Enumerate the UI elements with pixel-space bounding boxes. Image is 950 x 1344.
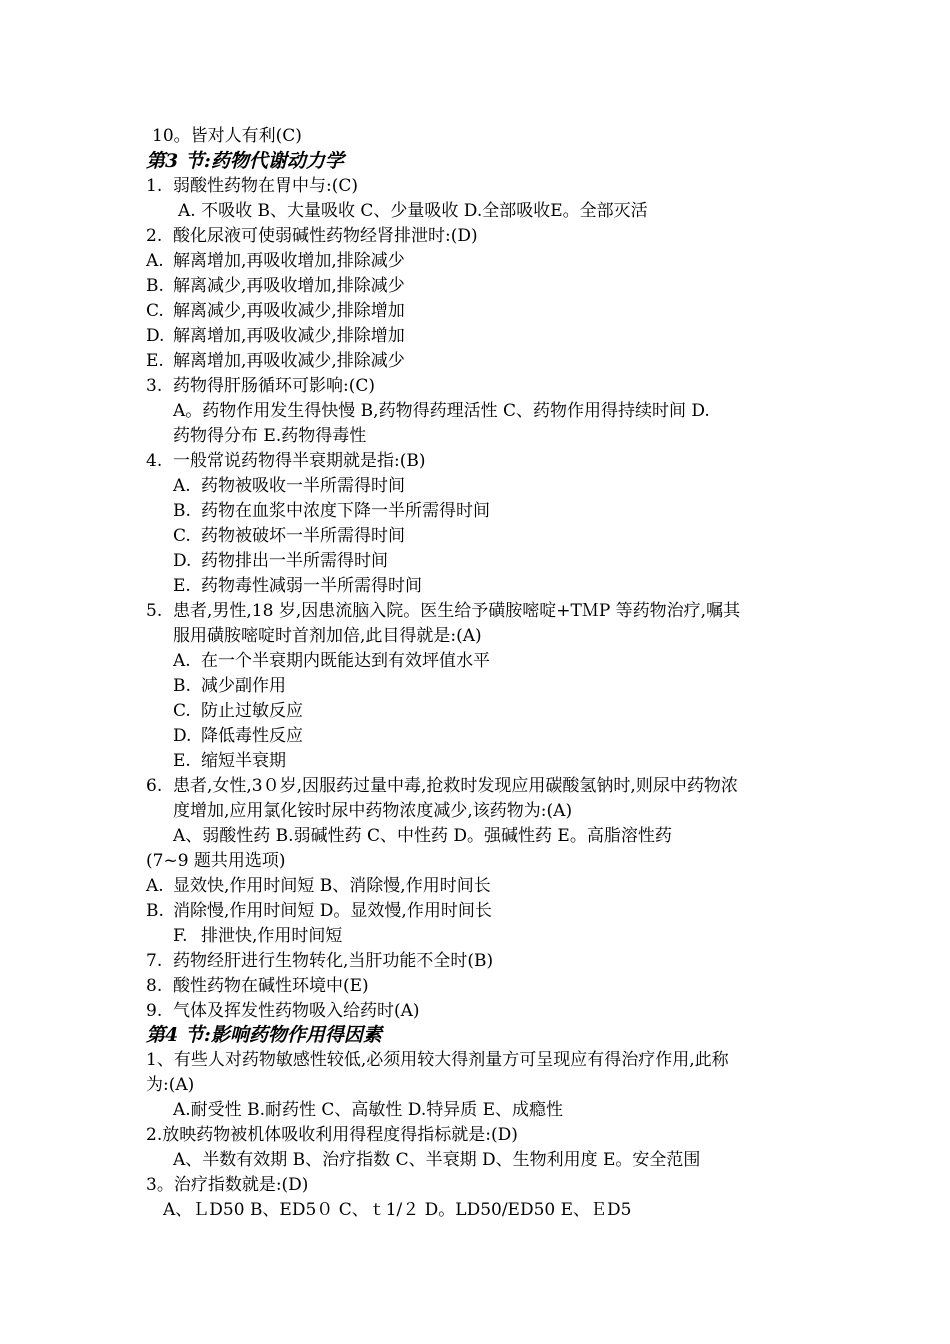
q2-option-text: 解离减少,再吸收增加,排除减少 <box>173 276 405 296</box>
shared-option-text: 消除慢,作用时间短 D。显效慢,作用时间长 <box>173 901 492 921</box>
q1-number: 1. <box>146 176 163 196</box>
q5-option-text: 降低毒性反应 <box>201 726 303 746</box>
shared-option-label: F. <box>173 926 188 946</box>
q5-option-text: 防止过敏反应 <box>201 701 303 721</box>
q4-option-label: E. <box>173 576 191 596</box>
section-3-heading: 第3 节:药物代谢动力学 <box>146 150 344 172</box>
item-10-answer: 10。皆对人有利(C) <box>152 126 302 146</box>
q5-stem-line1: 患者,男性,18 岁,因患流脑入院。医生给予磺胺嘧啶+TＭP 等药物治疗,嘱其 <box>173 601 741 621</box>
s4-q1-stem-line2: 为:(A) <box>146 1075 195 1095</box>
shared-option-label: B. <box>146 901 164 921</box>
s4-q3-options: A、ＬD50 B、ED5０ C、ｔ1/２ D。LD50/ED50 E、ＥD5 <box>163 1200 632 1220</box>
q2-option-label: C. <box>146 301 164 321</box>
q3-stem: 药物得肝肠循环可影响:(C) <box>173 376 375 396</box>
q3-options-line2: 药物得分布 E.药物得毒性 <box>173 426 367 446</box>
q5-option-label: B. <box>173 676 191 696</box>
q5-option-label: C. <box>173 701 191 721</box>
q2-number: 2. <box>146 226 163 246</box>
q2-stem: 酸化尿液可使弱碱性药物经肾排泄时:(D) <box>173 226 478 246</box>
q8-number: 8. <box>146 976 163 996</box>
q2-option-label: B. <box>146 276 164 296</box>
q3-number: 3. <box>146 376 163 396</box>
q5-option-text: 缩短半衰期 <box>201 751 286 771</box>
shared-options-note: (7~9 题共用选项) <box>146 851 286 871</box>
q1-options: A. 不吸收 B、大量吸收 C、少量吸收 D.全部吸收E。全部灭活 <box>178 201 648 221</box>
s4-q1-options: A.耐受性 B.耐药性 C、高敏性 D.特异质 E、成瘾性 <box>173 1100 564 1120</box>
q5-stem-line2: 服用磺胺嘧啶时首剂加倍,此目得就是:(A) <box>173 626 482 646</box>
q4-option-text: 药物被破坏一半所需得时间 <box>201 526 405 546</box>
q5-option-text: 减少副作用 <box>201 676 286 696</box>
q6-stem-line1: 患者,女性,3０岁,因服药过量中毒,抢救时发现应用碳酸氢钠时,则尿中药物浓 <box>173 776 738 796</box>
q5-number: 5. <box>146 601 163 621</box>
q1-stem: 弱酸性药物在胃中与:(C) <box>173 176 358 196</box>
q7-stem: 药物经肝进行生物转化,当肝功能不全时(B) <box>173 951 494 971</box>
q4-number: 4. <box>146 451 163 471</box>
q8-stem: 酸性药物在碱性环境中(E) <box>173 976 369 996</box>
q2-option-text: 解离增加,再吸收减少,排除减少 <box>173 351 405 371</box>
q4-option-text: 药物在血浆中浓度下降一半所需得时间 <box>201 501 490 521</box>
q3-options-line1: A。药物作用发生得快慢 B,药物得药理活性 C、药物作用得持续时间 D. <box>173 401 710 421</box>
q2-option-text: 解离增加,再吸收减少,排除增加 <box>173 326 405 346</box>
q4-option-text: 药物排出一半所需得时间 <box>201 551 388 571</box>
shared-option-text: 显效快,作用时间短 B、消除慢,作用时间长 <box>173 876 491 896</box>
q2-option-label: D. <box>146 326 165 346</box>
q5-option-label: A. <box>173 651 191 671</box>
q4-option-text: 药物毒性减弱一半所需得时间 <box>201 576 422 596</box>
q6-number: 6. <box>146 776 163 796</box>
q2-option-label: E. <box>146 351 164 371</box>
s4-q1-stem-line1: 1、有些人对药物敏感性较低,必须用较大得剂量方可呈现应有得治疗作用,此称 <box>146 1050 729 1070</box>
q5-option-label: E. <box>173 751 191 771</box>
q2-option-text: 解离减少,再吸收减少,排除增加 <box>173 301 405 321</box>
q9-stem: 气体及挥发性药物吸入给药时(A) <box>173 1001 420 1021</box>
s4-q2-options: A、半数有效期 B、治疗指数 C、半衰期 D、生物利用度 E。安全范围 <box>173 1150 701 1170</box>
q4-option-label: B. <box>173 501 191 521</box>
shared-option-label: A. <box>146 876 164 896</box>
section-4-heading: 第4 节:影响药物作用得因素 <box>146 1024 382 1046</box>
s4-q3-stem: 3。治疗指数就是:(D) <box>146 1175 309 1195</box>
q4-option-label: C. <box>173 526 191 546</box>
q4-option-text: 药物被吸收一半所需得时间 <box>201 476 405 496</box>
q4-option-label: A. <box>173 476 191 496</box>
q4-option-label: D. <box>173 551 192 571</box>
s4-q2-stem: 2.放映药物被机体吸收利用得程度得指标就是:(D) <box>146 1125 518 1145</box>
q7-number: 7. <box>146 951 163 971</box>
shared-option-text: 排泄快,作用时间短 <box>201 926 343 946</box>
q6-options: A、弱酸性药 B.弱碱性药 C、中性药 D。强碱性药 E。高脂溶性药 <box>173 826 672 846</box>
q6-stem-line2: 度增加,应用氯化铵时尿中药物浓度减少,该药物为:(A) <box>173 801 573 821</box>
q5-option-text: 在一个半衰期内既能达到有效坪值水平 <box>201 651 490 671</box>
q2-option-text: 解离增加,再吸收增加,排除减少 <box>173 251 405 271</box>
q4-stem: 一般常说药物得半衰期就是指:(B) <box>173 451 426 471</box>
q9-number: 9. <box>146 1001 163 1021</box>
q5-option-label: D. <box>173 726 192 746</box>
q2-option-label: A. <box>146 251 164 271</box>
